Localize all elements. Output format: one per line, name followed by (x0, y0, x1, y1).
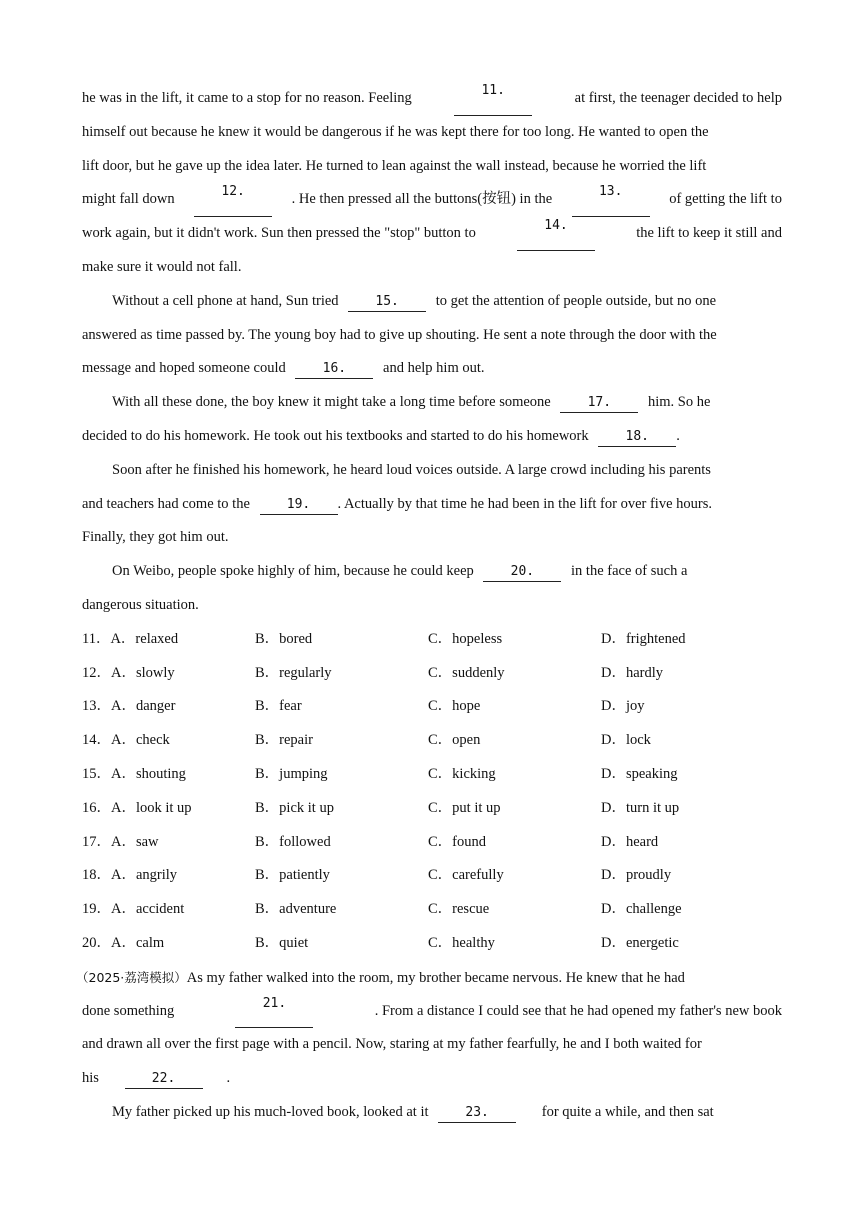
blank-21[interactable]: 21. (235, 995, 313, 1029)
option-a[interactable]: 20．A．calm (82, 934, 165, 951)
option-c[interactable]: C．kicking (428, 765, 496, 782)
text-line (82, 995, 782, 1029)
option-b[interactable]: B．quiet (255, 934, 309, 951)
option-c[interactable]: C．carefully (428, 867, 504, 884)
option-b[interactable]: B．regularly (255, 664, 332, 681)
text-span: at first, the teenager decided to help (574, 90, 782, 106)
text-span: . Actually by that time he had been in the lift for over five hours. (337, 495, 712, 512)
option-c[interactable]: C．hopeless (428, 630, 503, 647)
text-span: and teachers had come to the (82, 495, 250, 512)
text-line (82, 352, 782, 386)
option-d[interactable]: D．lock (601, 732, 651, 749)
option-c[interactable]: C．open (428, 732, 481, 749)
blank-11[interactable]: 11. (454, 82, 532, 116)
option-b[interactable]: B．fear (255, 698, 302, 715)
blank-19[interactable]: 19. (260, 496, 338, 515)
text-line (82, 82, 782, 116)
text-line (82, 488, 782, 522)
option-c[interactable]: C．rescue (428, 901, 490, 918)
text-span: in the face of such a (571, 563, 688, 580)
option-b[interactable]: B．bored (255, 630, 313, 647)
option-a[interactable]: 12．A．slowly (82, 664, 175, 681)
blank-12[interactable]: 12. (194, 183, 272, 217)
text-span: work again, but it didn't work. Sun then pressed the "stop" button to (82, 225, 476, 242)
blank-17[interactable]: 17. (560, 394, 638, 413)
option-row (82, 893, 782, 927)
text-span: Soon after he finished his homework, he heard loud voices outside. A large crowd including his parents (112, 461, 711, 478)
text-span: of getting the lift to (669, 191, 782, 208)
blank-20[interactable]: 20. (483, 563, 561, 582)
text-line (82, 150, 782, 184)
text-span: the lift to keep it still and (636, 225, 782, 242)
blank-22[interactable]: 22. (125, 1070, 203, 1089)
blank-14[interactable]: 14. (517, 217, 595, 251)
text-span: to get the attention of people outside, but no one (435, 292, 717, 309)
option-a[interactable]: 19．A．accident (82, 901, 185, 918)
text-line (82, 555, 782, 589)
text-span: . (676, 427, 680, 444)
option-a[interactable]: 11．A．relaxed (82, 630, 179, 647)
text-line (82, 386, 782, 420)
text-line (82, 183, 782, 217)
text-line (82, 217, 782, 251)
text-span: decided to do his homework. He took out his textbooks and started to do his homework (82, 427, 589, 444)
text-span: . From a distance I could see that he had opened my father's new book (374, 1002, 782, 1019)
option-row (82, 690, 782, 724)
blank-23[interactable]: 23. (438, 1104, 516, 1123)
text-span: With all these done, the boy knew it might take a long time before someone (112, 394, 551, 411)
option-d[interactable]: D．speaking (601, 765, 678, 782)
option-d[interactable]: D．hardly (601, 664, 664, 681)
text-span: Without a cell phone at hand, Sun tried (112, 292, 339, 309)
text-line (82, 1062, 782, 1096)
source-tag: （2025·荔湾模拟） (76, 969, 187, 985)
text-span: make sure it would not fall. (82, 258, 242, 275)
option-d[interactable]: D．turn it up (601, 799, 680, 816)
option-c[interactable]: C．suddenly (428, 664, 505, 681)
options-list (82, 623, 782, 961)
text-span: lift door, but he gave up the idea later. He turned to lean against the wall instead, because he worried the lift (82, 157, 707, 174)
text-span: message and hoped someone could (82, 360, 286, 377)
option-row (82, 826, 782, 860)
text-span: Finally, they got him out. (82, 529, 229, 546)
text-span: . (226, 1070, 231, 1087)
option-a[interactable]: 15．A．shouting (82, 765, 186, 782)
text-line (82, 116, 782, 150)
option-d[interactable]: D．energetic (601, 934, 679, 951)
blank-18[interactable]: 18. (598, 428, 676, 447)
option-row (82, 927, 782, 961)
text-line (82, 454, 782, 488)
option-d[interactable]: D．joy (601, 698, 645, 715)
option-d[interactable]: D．frightened (601, 630, 686, 647)
option-a[interactable]: 16．A．look it up (82, 799, 192, 816)
text-span: As my father walked into the room, my brother became nervous. He knew that he had (186, 969, 685, 986)
option-b[interactable]: B．jumping (255, 765, 328, 782)
text-span: himself out because he knew it would be dangerous if he was kept there for too long. He wanted to open the (82, 123, 709, 140)
text-line (82, 589, 782, 623)
text-line (82, 285, 782, 319)
option-row (82, 792, 782, 826)
option-a[interactable]: 17．A．saw (82, 833, 159, 850)
text-span: his (82, 1070, 99, 1087)
text-span: dangerous situation. (82, 596, 199, 613)
option-c[interactable]: C．put it up (428, 799, 501, 816)
text-span: him. So he (647, 394, 711, 411)
document-page (76, 82, 782, 1130)
text-span: On Weibo, people spoke highly of him, because he could keep (112, 563, 474, 580)
option-a[interactable]: 14．A．check (82, 732, 170, 749)
option-b[interactable]: B．followed (255, 833, 331, 850)
option-row (82, 859, 782, 893)
text-line (82, 420, 782, 454)
text-span: for quite a while, and then sat (541, 1103, 714, 1120)
option-row (82, 758, 782, 792)
text-span: My father picked up his much-loved book, looked at it (112, 1103, 429, 1120)
text-line (82, 1096, 782, 1130)
text-line (82, 251, 782, 285)
option-c[interactable]: C．healthy (428, 934, 495, 951)
text-span: and help him out. (383, 360, 485, 377)
option-b[interactable]: B．repair (255, 732, 313, 749)
option-d[interactable]: D．challenge (601, 901, 682, 918)
text-span: done something (82, 1002, 175, 1019)
text-line (82, 1028, 782, 1062)
text-line (82, 521, 782, 555)
option-b[interactable]: B．pick it up (255, 799, 334, 816)
blank-16[interactable]: 16. (295, 360, 373, 379)
blank-13[interactable]: 13. (572, 183, 650, 217)
text-span: . He then pressed all the buttons(按钮) in the (291, 191, 553, 208)
option-row (82, 657, 782, 691)
option-b[interactable]: B．adventure (255, 901, 337, 918)
option-a[interactable]: 18．A．angrily (82, 867, 178, 884)
option-row (82, 623, 782, 657)
option-c[interactable]: C．found (428, 833, 486, 850)
text-span: and drawn all over the first page with a pencil. Now, staring at my father fearfully, he and I both waited for (82, 1036, 702, 1053)
option-row (82, 724, 782, 758)
option-b[interactable]: B．patiently (255, 867, 330, 884)
text-span: might fall down (82, 191, 175, 208)
text-line (76, 961, 782, 995)
option-c[interactable]: C．hope (428, 698, 481, 715)
option-d[interactable]: D．heard (601, 833, 659, 850)
blank-15[interactable]: 15. (348, 293, 426, 312)
option-d[interactable]: D．proudly (601, 867, 672, 884)
text-span: answered as time passed by. The young boy had to give up shouting. He sent a note through the door with the (82, 326, 717, 343)
text-span: he was in the lift, it came to a stop for no reason. Feeling (82, 90, 412, 106)
text-line (82, 319, 782, 353)
option-a[interactable]: 13．A．danger (82, 698, 176, 715)
